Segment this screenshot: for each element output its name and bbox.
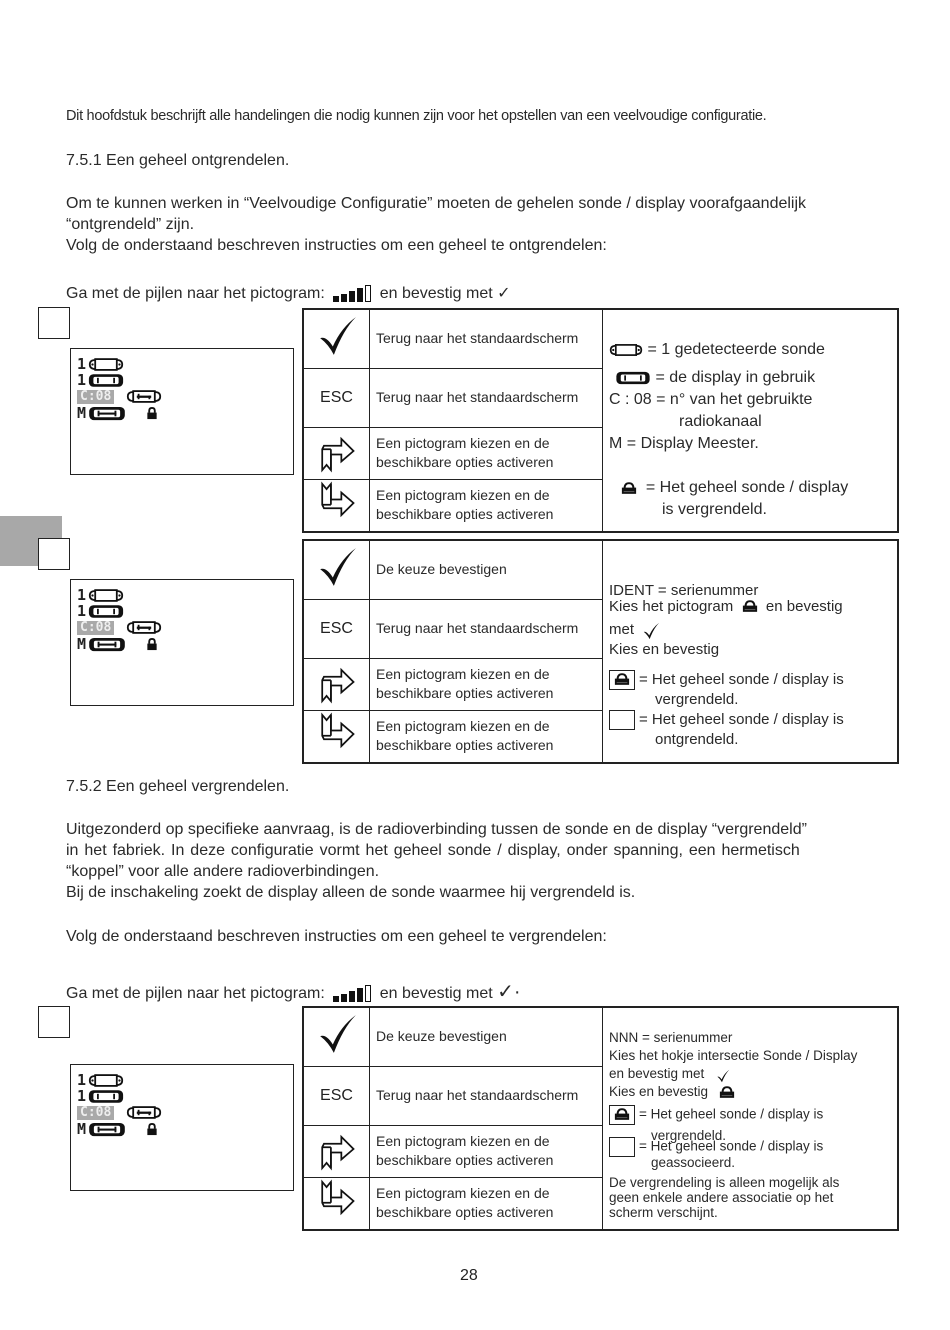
section2-para1-l4: Bij de inschakeling zoekt de display alleen de sonde waarmee hij vergrendeld is. [66, 884, 636, 901]
section2-para1-l2: in het fabriek. In deze configuratie vormt het geheel sonde / display, onder spanning, een hermetisch [66, 842, 800, 859]
legend-confirm-with: en bevestig met [609, 1065, 705, 1081]
key-confirm-desc: De keuze bevestigen [370, 1007, 603, 1066]
key-confirm [303, 1007, 370, 1066]
probe-key-icon [126, 620, 162, 635]
section2-para1-l3: “koppel” voor alle andere radioverbindingen. [66, 863, 380, 880]
legend-nnn: NNN = serienummer [609, 1029, 733, 1045]
step-box-1 [38, 307, 70, 339]
lock-icon [146, 1123, 158, 1136]
legend-choose-cell: Kies het hokje intersectie Sonde / Display [609, 1047, 858, 1063]
probe-icon [88, 588, 124, 603]
legend-display: = de display in gebruik [655, 369, 816, 387]
key-esc: ESC [303, 599, 370, 658]
legend-channel: C : 08 = n° van het gebruikte [609, 391, 813, 409]
display-key-icon [88, 637, 126, 652]
lcd-screen-3 [70, 1064, 294, 1191]
legend-3 [603, 1007, 899, 1230]
lcd-count-probes: 1 [77, 586, 87, 604]
legend-note-1: De vergrendeling is alleen mogelijk als [609, 1174, 840, 1190]
probe-icon [88, 1073, 124, 1088]
step-box-3 [38, 1006, 70, 1038]
key-confirm-desc: Terug naar het standaardscherm [370, 309, 603, 368]
lock-icon [146, 638, 158, 651]
check-icon [716, 1069, 730, 1083]
legend-associated-2: geassocieerd. [651, 1154, 736, 1170]
legend-locked-2: vergrendeld. [651, 1127, 727, 1143]
section1-para2: Volg de onderstaand beschreven instructies om een geheel te ontgrendelen: [66, 237, 607, 254]
page-number: 28 [460, 1267, 478, 1284]
key-up-desc: Een pictogram kiezen en de beschikbare opties activeren [370, 427, 603, 479]
display-key-icon [88, 406, 126, 421]
legend-choose: Kies het pictogram [609, 597, 734, 615]
display-key-icon [88, 1122, 126, 1137]
legend-ident: IDENT = serienummer [609, 581, 759, 599]
key-confirm [303, 540, 370, 599]
lcd-count-displays: 1 [77, 602, 87, 620]
key-esc-desc: Terug naar het standaardscherm [370, 599, 603, 658]
key-down [303, 710, 370, 763]
check-icon: ✓ [497, 285, 511, 302]
key-esc: ESC [303, 368, 370, 427]
signal-pictogram-icon [333, 985, 371, 1002]
section2-nav-instruction [66, 982, 521, 1004]
legend-note-2: geen enkele andere associatie op het [609, 1189, 834, 1205]
key-esc-desc: Terug naar het standaardscherm [370, 1066, 603, 1125]
key-esc: ESC [303, 1066, 370, 1125]
section2-para2: Volg de onderstaand beschreven instructies om een geheel te vergrendelen: [66, 928, 607, 945]
lcd-channel: C:08 [77, 1106, 114, 1120]
lock-icon [614, 673, 630, 686]
lcd-master-label: M [77, 404, 87, 422]
arrow-down-icon [317, 712, 357, 756]
legend-2 [603, 540, 899, 763]
nav-prefix: Ga met de pijlen naar het pictogram: [66, 985, 325, 1002]
legend-1 [603, 309, 899, 532]
check-icon [316, 315, 358, 357]
check-icon [642, 622, 660, 640]
locked-box-icon [609, 1105, 635, 1125]
legend-locked-2: is vergrendeld. [662, 501, 767, 519]
legend-locked-2: vergrendeld. [655, 690, 739, 708]
empty-box-icon [609, 1137, 635, 1157]
key-esc-desc: Terug naar het standaardscherm [370, 368, 603, 427]
key-down-desc: Een pictogram kiezen en de beschikbare opties activeren [370, 479, 603, 532]
legend-unlocked: = Het geheel sonde / display is [639, 710, 844, 728]
legend-choose-confirm: Kies en bevestig [609, 1083, 709, 1099]
nav-suffix: en bevestig met [379, 985, 493, 1002]
key-confirm [303, 309, 370, 368]
key-up-desc: Een pictogram kiezen en de beschikbare opties activeren [370, 658, 603, 710]
arrow-up-icon [317, 660, 357, 704]
empty-box-icon [609, 710, 635, 730]
legend-channel-2: radiokanaal [679, 413, 762, 431]
section1-para1-line2: “ontgrendeld” zijn. [66, 216, 195, 233]
arrow-up-icon [317, 1127, 357, 1171]
check-icon [316, 546, 358, 588]
lcd-count-displays: 1 [77, 1087, 87, 1105]
probe-icon [609, 343, 643, 357]
section-heading-lock: 7.5.2 Een geheel vergrendelen. [66, 778, 290, 795]
display-icon [88, 1089, 124, 1104]
check-icon: ✓· [497, 981, 521, 1003]
intro-text: Dit hoofdstuk beschrijft alle handelingen die nodig kunnen zijn voor het opstellen van een veelvoudige configuratie. [66, 108, 767, 124]
step-box-2 [38, 538, 70, 570]
arrow-down-icon [317, 1179, 357, 1223]
legend-locked: = Het geheel sonde / display is [639, 1106, 824, 1122]
legend-choose-confirm: Kies en bevestig [609, 640, 720, 658]
probe-icon [88, 357, 124, 372]
display-icon [615, 371, 651, 385]
key-down [303, 479, 370, 532]
lcd-screen-2 [70, 579, 294, 706]
legend-master: M = Display Meester. [609, 435, 759, 453]
legend-locked: = Het geheel sonde / display is [639, 670, 844, 688]
lcd-master-label: M [77, 1120, 87, 1138]
signal-pictogram-icon [333, 285, 371, 302]
lcd-channel: C:08 [77, 621, 114, 635]
lock-icon [614, 1108, 630, 1121]
legend-confirm: en bevestig [765, 597, 843, 615]
controls-table-3 [302, 1006, 899, 1231]
key-up-desc: Een pictogram kiezen en de beschikbare opties activeren [370, 1125, 603, 1177]
legend-with: met [609, 620, 635, 638]
display-icon [88, 373, 124, 388]
check-icon [316, 1013, 358, 1055]
probe-key-icon [126, 389, 162, 404]
legend-note-3: scherm verschijnt. [609, 1204, 718, 1220]
legend-probe: = 1 gedetecteerde sonde [647, 341, 825, 359]
lcd-screen-1 [70, 348, 294, 475]
lcd-count-displays: 1 [77, 371, 87, 389]
controls-table-1 [302, 308, 899, 533]
lock-icon [146, 407, 158, 420]
key-down-desc: Een pictogram kiezen en de beschikbare opties activeren [370, 710, 603, 763]
lcd-master-label: M [77, 635, 87, 653]
locked-box-icon [609, 670, 635, 690]
section-heading-unlock: 7.5.1 Een geheel ontgrendelen. [66, 152, 290, 169]
key-up [303, 1125, 370, 1177]
probe-key-icon [126, 1105, 162, 1120]
legend-locked: = Het geheel sonde / display [645, 479, 849, 497]
lcd-count-probes: 1 [77, 1071, 87, 1089]
legend-unlocked-2: ontgrendeld. [655, 730, 739, 748]
key-down [303, 1177, 370, 1230]
key-up [303, 427, 370, 479]
controls-table-2 [302, 539, 899, 764]
lock-icon [621, 482, 637, 495]
arrow-up-icon [317, 429, 357, 473]
display-icon [88, 604, 124, 619]
key-confirm-desc: De keuze bevestigen [370, 540, 603, 599]
lock-icon [719, 1086, 735, 1099]
legend-associated: = Het geheel sonde / display is [639, 1138, 824, 1154]
key-down-desc: Een pictogram kiezen en de beschikbare opties activeren [370, 1177, 603, 1230]
nav-suffix: en bevestig met [379, 285, 493, 302]
section1-para1-line1: Om te kunnen werken in “Veelvoudige Configuratie” moeten de gehelen sonde / display voorafgaandelijk [66, 195, 807, 212]
section1-nav-instruction [66, 283, 511, 304]
arrow-down-icon [317, 481, 357, 525]
lcd-channel: C:08 [77, 390, 114, 404]
key-up [303, 658, 370, 710]
nav-prefix: Ga met de pijlen naar het pictogram: [66, 285, 325, 302]
section2-para1-l1: Uitgezonderd op specifieke aanvraag, is de radioverbinding tussen de sonde en de display “vergrendeld” [66, 821, 807, 838]
lcd-count-probes: 1 [77, 355, 87, 373]
lock-icon [742, 600, 758, 613]
